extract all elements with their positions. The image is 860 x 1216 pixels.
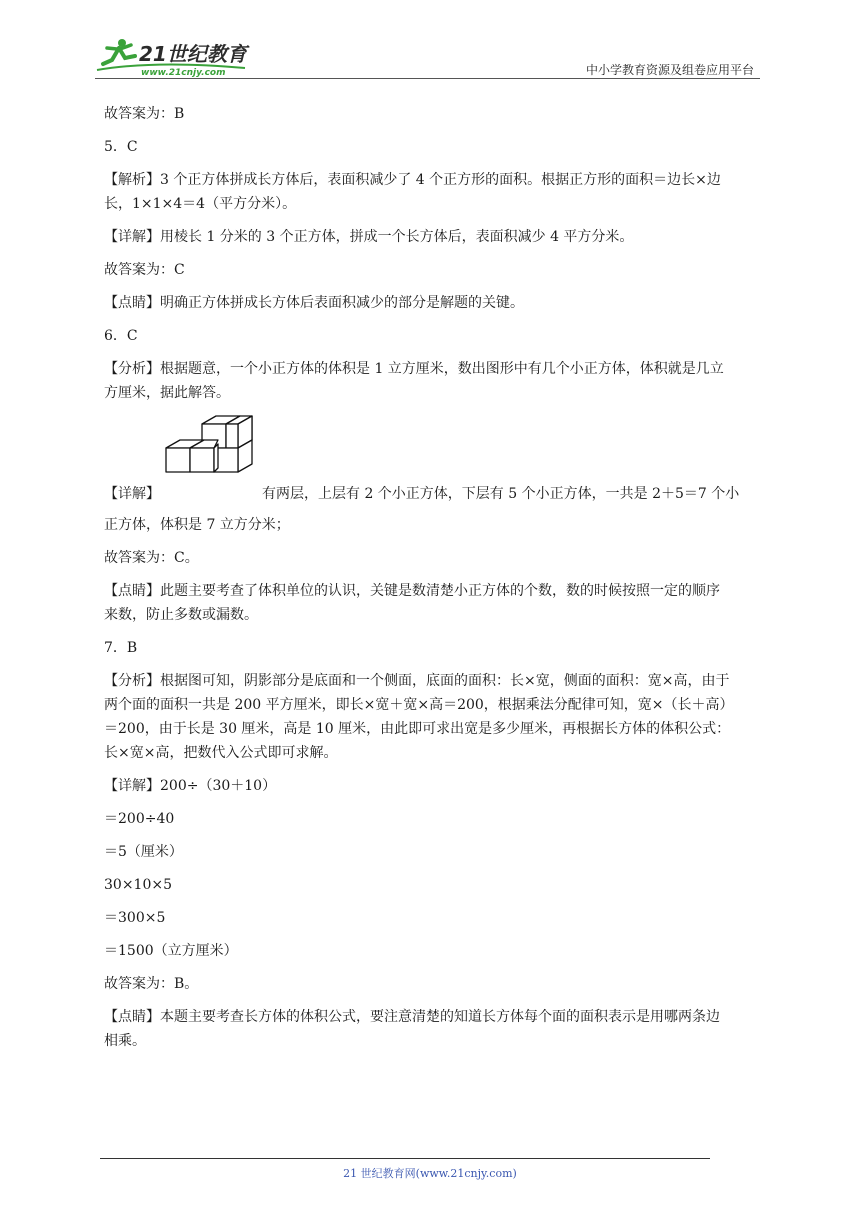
detail-with-figure	[104, 414, 766, 504]
analysis-text: 【分析】根据图可知，阴影部分是底面和一个侧面，底面的面积：长×宽，侧面的面积：宽×高，由于	[104, 673, 730, 689]
analysis-text: 方厘米，据此解答。	[104, 385, 230, 401]
answer-line: 故答案为：B	[104, 106, 185, 122]
key-point-text: 来数，防止多数或漏数。	[104, 607, 258, 623]
calc-line: 30×10×5	[104, 877, 172, 893]
analysis-text: 长，1×1×4＝4（平方分米）。	[104, 196, 297, 212]
key-point-text: 【点睛】明确正方体拼成长方体后表面积减少的部分是解题的关键。	[104, 295, 524, 311]
calc-line: ＝300×5	[104, 910, 166, 926]
key-point-text: 【点睛】本题主要考查长方体的体积公式，要注意清楚的知道长方体每个面的面积表示是用哪两条边	[104, 1009, 720, 1025]
calc-line: ＝5（厘米）	[104, 844, 183, 860]
detail-text: 有两层，上层有 2 个小正方体，下层有 5 个小正方体，一共是 2＋5＝7 个小	[262, 486, 740, 502]
svg-text:21世纪教育: 21世纪教育	[139, 42, 247, 66]
calc-line: ＝1500（立方厘米）	[104, 943, 238, 959]
footer-divider	[100, 1158, 710, 1159]
key-point-text: 【点睛】此题主要考查了体积单位的认识，关键是数清楚小正方体的个数，数的时候按照一定的顺序	[104, 583, 720, 599]
analysis-text: 两个面的面积一共是 200 平方厘米，即长×宽＋宽×高＝200，根据乘法分配律可知，宽×（长＋高）	[104, 697, 734, 713]
detail-label: 【详解】	[104, 486, 160, 502]
analysis-text: ＝200，由于长是 30 厘米，高是 10 厘米，由此即可求出宽是多少厘米，再根据长方体的体积公式：	[104, 721, 731, 737]
footer-link[interactable]: 21 世纪教育网(www.21cnjy.com)	[343, 1167, 517, 1180]
answer-line: 故答案为：C	[104, 262, 185, 278]
analysis-text: 【分析】根据题意，一个小正方体的体积是 1 立方厘米，数出图形中有几个小正方体，体积就是几立	[104, 361, 724, 377]
platform-label: 中小学教育资源及组卷应用平台	[585, 63, 754, 77]
detail-text: 正方体，体积是 7 立方分米；	[104, 517, 290, 533]
answer-content	[104, 102, 766, 1053]
answer-line: 故答案为：C。	[104, 550, 199, 566]
cube-stack-figure	[160, 414, 260, 484]
21cnjy-logo	[95, 34, 265, 78]
answer-line: 故答案为：B。	[104, 976, 199, 992]
key-point-text: 相乘。	[104, 1033, 146, 1049]
detail-text: 【详解】用棱长 1 分米的 3 个正方体，拼成一个长方体后，表面积减少 4 平方分米。	[104, 229, 634, 245]
question-number: 6．C	[104, 328, 138, 344]
page-header	[95, 30, 760, 80]
question-number: 7．B	[104, 640, 138, 656]
svg-text:www.21cnjy.com: www.21cnjy.com	[141, 68, 226, 78]
question-number: 5．C	[104, 139, 138, 155]
header-divider	[95, 78, 760, 79]
calc-line: 【详解】200÷（30＋10）	[104, 778, 277, 794]
calc-line: ＝200÷40	[104, 811, 175, 827]
analysis-text: 长×宽×高，把数代入公式即可求解。	[104, 745, 338, 761]
analysis-text: 【解析】3 个正方体拼成长方体后，表面积减少了 4 个正方形的面积。根据正方形的面积＝边长×边	[104, 172, 721, 188]
